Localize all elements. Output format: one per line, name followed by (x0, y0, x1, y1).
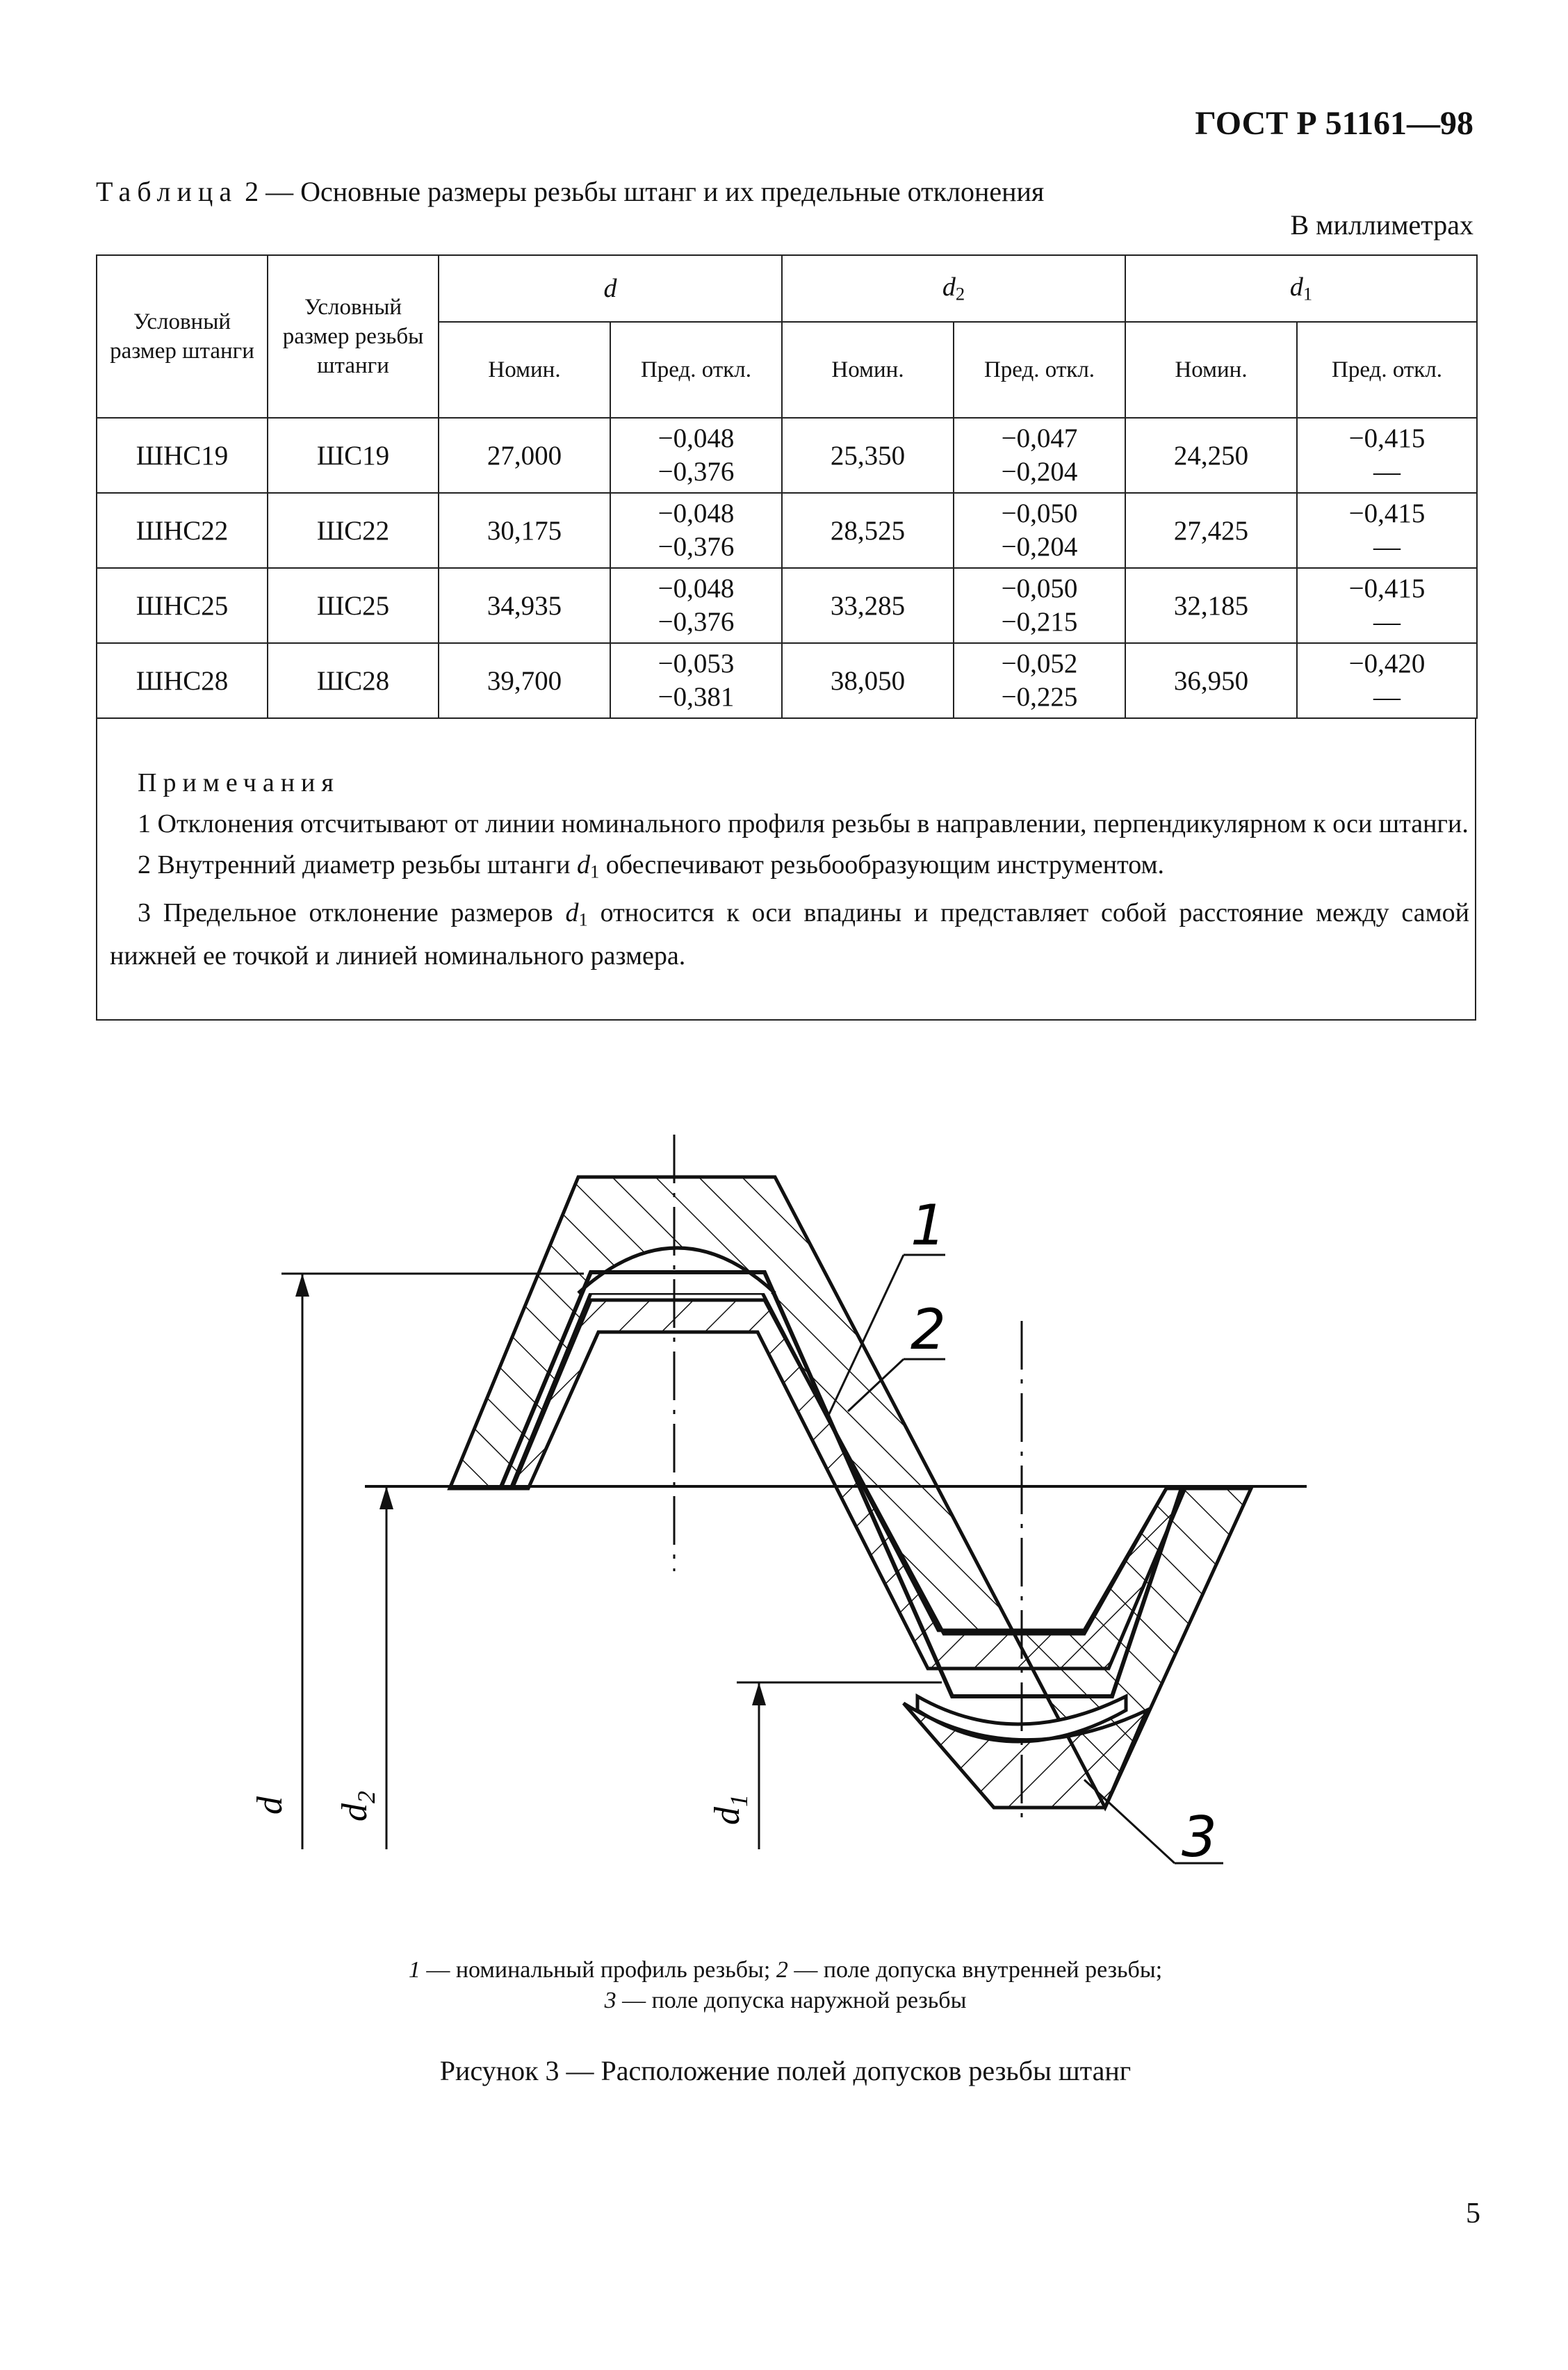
col-header-d: d (439, 255, 782, 322)
cell-rod: ШНС28 (97, 643, 268, 718)
cell-d-nom: 27,000 (439, 418, 610, 493)
cell-d-nom: 39,700 (439, 643, 610, 718)
notes-block (96, 719, 1476, 1021)
deviation-lower: −0,204 (1001, 457, 1078, 487)
standard-code: ГОСТ Р 51161—98 (1195, 105, 1473, 142)
cell-d2-dev (954, 493, 1125, 568)
legend-line-1: 1 — номинальный профиль резьбы; 2 — поле допуска внутренней резьбы; (408, 1957, 1163, 1983)
table-row (97, 643, 1477, 718)
cell-thread: ШС28 (268, 643, 439, 718)
d2-label: $d_2$ (335, 1791, 380, 1821)
table-caption (96, 175, 1044, 208)
deviation-lower: — (1373, 682, 1401, 712)
deviation-lower: — (1373, 457, 1401, 487)
callout-3: 3 (1182, 1805, 1217, 1869)
note-2: 2 Внутренний диаметр резьбы штанги $d_1$ обеспечивают резьбообразующим инструментом. (138, 850, 1165, 882)
note-3: 3 Предельное отклонение размеров $d_1$ относится к оси впадины и представляет собой расстояние между самой нижней ее точкой и линией номинального размера. (110, 898, 1469, 971)
col-header-thread-size: Условный размер резьбы штанги (268, 255, 439, 418)
deviation-upper: −0,415 (1348, 574, 1426, 603)
callout-2: 2 (910, 1297, 946, 1362)
col-header-d1-dev: Пред. откл. (1297, 322, 1477, 418)
deviation-upper: −0,048 (658, 423, 735, 453)
cell-d2-nom: 38,050 (782, 643, 954, 718)
legend-line-2: 3 — поле допуска наружной резьбы (604, 1988, 967, 2013)
cell-d2-nom: 25,350 (782, 418, 954, 493)
cell-d1-nom: 24,250 (1125, 418, 1297, 493)
cell-thread: ШС22 (268, 493, 439, 568)
deviation-upper: −0,048 (658, 498, 735, 528)
cell-d1-dev (1297, 418, 1477, 493)
col-header-d2: $d_2$ (782, 255, 1125, 322)
cell-d-dev (610, 643, 782, 718)
deviation-lower: −0,225 (1001, 682, 1078, 712)
deviation-lower: −0,204 (1001, 532, 1078, 562)
deviation-lower: — (1373, 532, 1401, 562)
cell-d1-nom: 27,425 (1125, 493, 1297, 568)
d1-arrow (752, 1682, 766, 1705)
units-label: В миллиметрах (1290, 209, 1473, 241)
note-1: 1 Отклонения отсчитывают от линии номинального профиля резьбы в направлении, перпендикулярном к оси штанги. (138, 809, 1469, 838)
d1-label: $d_1$ (708, 1794, 753, 1825)
table-row (97, 493, 1477, 568)
col-header-d1-nom: Номин. (1125, 322, 1297, 418)
callout-3-leader (1084, 1780, 1175, 1863)
cell-d1-nom: 32,185 (1125, 568, 1297, 643)
deviation-lower: −0,376 (658, 607, 735, 637)
cell-d1-dev (1297, 643, 1477, 718)
col-header-d1: $d_1$ (1125, 255, 1477, 322)
cell-rod: ШНС19 (97, 418, 268, 493)
deviation-lower: −0,381 (658, 682, 735, 712)
dimensions-table (96, 254, 1478, 719)
callout-1: 1 (910, 1193, 946, 1258)
col-header-d2-dev: Пред. откл. (954, 322, 1125, 418)
cell-d-dev (610, 418, 782, 493)
cell-d-dev (610, 493, 782, 568)
deviation-upper: −0,048 (658, 574, 735, 603)
deviation-upper: −0,047 (1001, 423, 1078, 453)
col-header-d-dev: Пред. откл. (610, 322, 782, 418)
cell-thread: ШС25 (268, 568, 439, 643)
table-caption-label: Таблица (96, 176, 238, 207)
col-header-d2-nom: Номин. (782, 322, 954, 418)
deviation-lower: −0,215 (1001, 607, 1078, 637)
d-arrow (295, 1274, 309, 1297)
cell-rod: ШНС25 (97, 568, 268, 643)
table-body (97, 418, 1477, 718)
deviation-lower: −0,376 (658, 457, 735, 487)
deviation-upper: −0,415 (1348, 498, 1426, 528)
deviation-upper: −0,052 (1001, 649, 1078, 679)
cell-d2-dev (954, 568, 1125, 643)
cell-d1-dev (1297, 568, 1477, 643)
deviation-lower: — (1373, 607, 1401, 637)
cell-d2-nom: 33,285 (782, 568, 954, 643)
cell-d1-nom: 36,950 (1125, 643, 1297, 718)
table-row (97, 418, 1477, 493)
dimensions-table-wrapper (96, 254, 1476, 1021)
cell-d-dev (610, 568, 782, 643)
deviation-upper: −0,050 (1001, 498, 1078, 528)
cell-thread: ШС19 (268, 418, 439, 493)
deviation-upper: −0,053 (658, 649, 735, 679)
col-header-d-nom: Номин. (439, 322, 610, 418)
table-row (97, 568, 1477, 643)
cell-rod: ШНС22 (97, 493, 268, 568)
cell-d2-nom: 28,525 (782, 493, 954, 568)
notes-title: Примечания (138, 768, 340, 797)
cell-d2-dev (954, 643, 1125, 718)
cell-d-nom: 30,175 (439, 493, 610, 568)
deviation-upper: −0,420 (1348, 649, 1426, 679)
figure-legend (209, 1955, 1362, 2016)
figure-caption: Рисунок 3 — Расположение полей допусков резьбы штанг (439, 2055, 1132, 2086)
d2-arrow (379, 1486, 393, 1509)
cell-d2-dev (954, 418, 1125, 493)
page-number: 5 (1466, 2198, 1480, 2230)
thread-tolerance-figure (0, 1085, 1568, 1933)
deviation-upper: −0,050 (1001, 574, 1078, 603)
cell-d-nom: 34,935 (439, 568, 610, 643)
col-header-rod-size: Условный размер штанги (97, 255, 268, 418)
deviation-lower: −0,376 (658, 532, 735, 562)
deviation-upper: −0,415 (1348, 423, 1426, 453)
cell-d1-dev (1297, 493, 1477, 568)
table-caption-text: 2 — Основные размеры резьбы штанг и их предельные отклонения (245, 176, 1045, 207)
d-label: d (250, 1796, 290, 1815)
